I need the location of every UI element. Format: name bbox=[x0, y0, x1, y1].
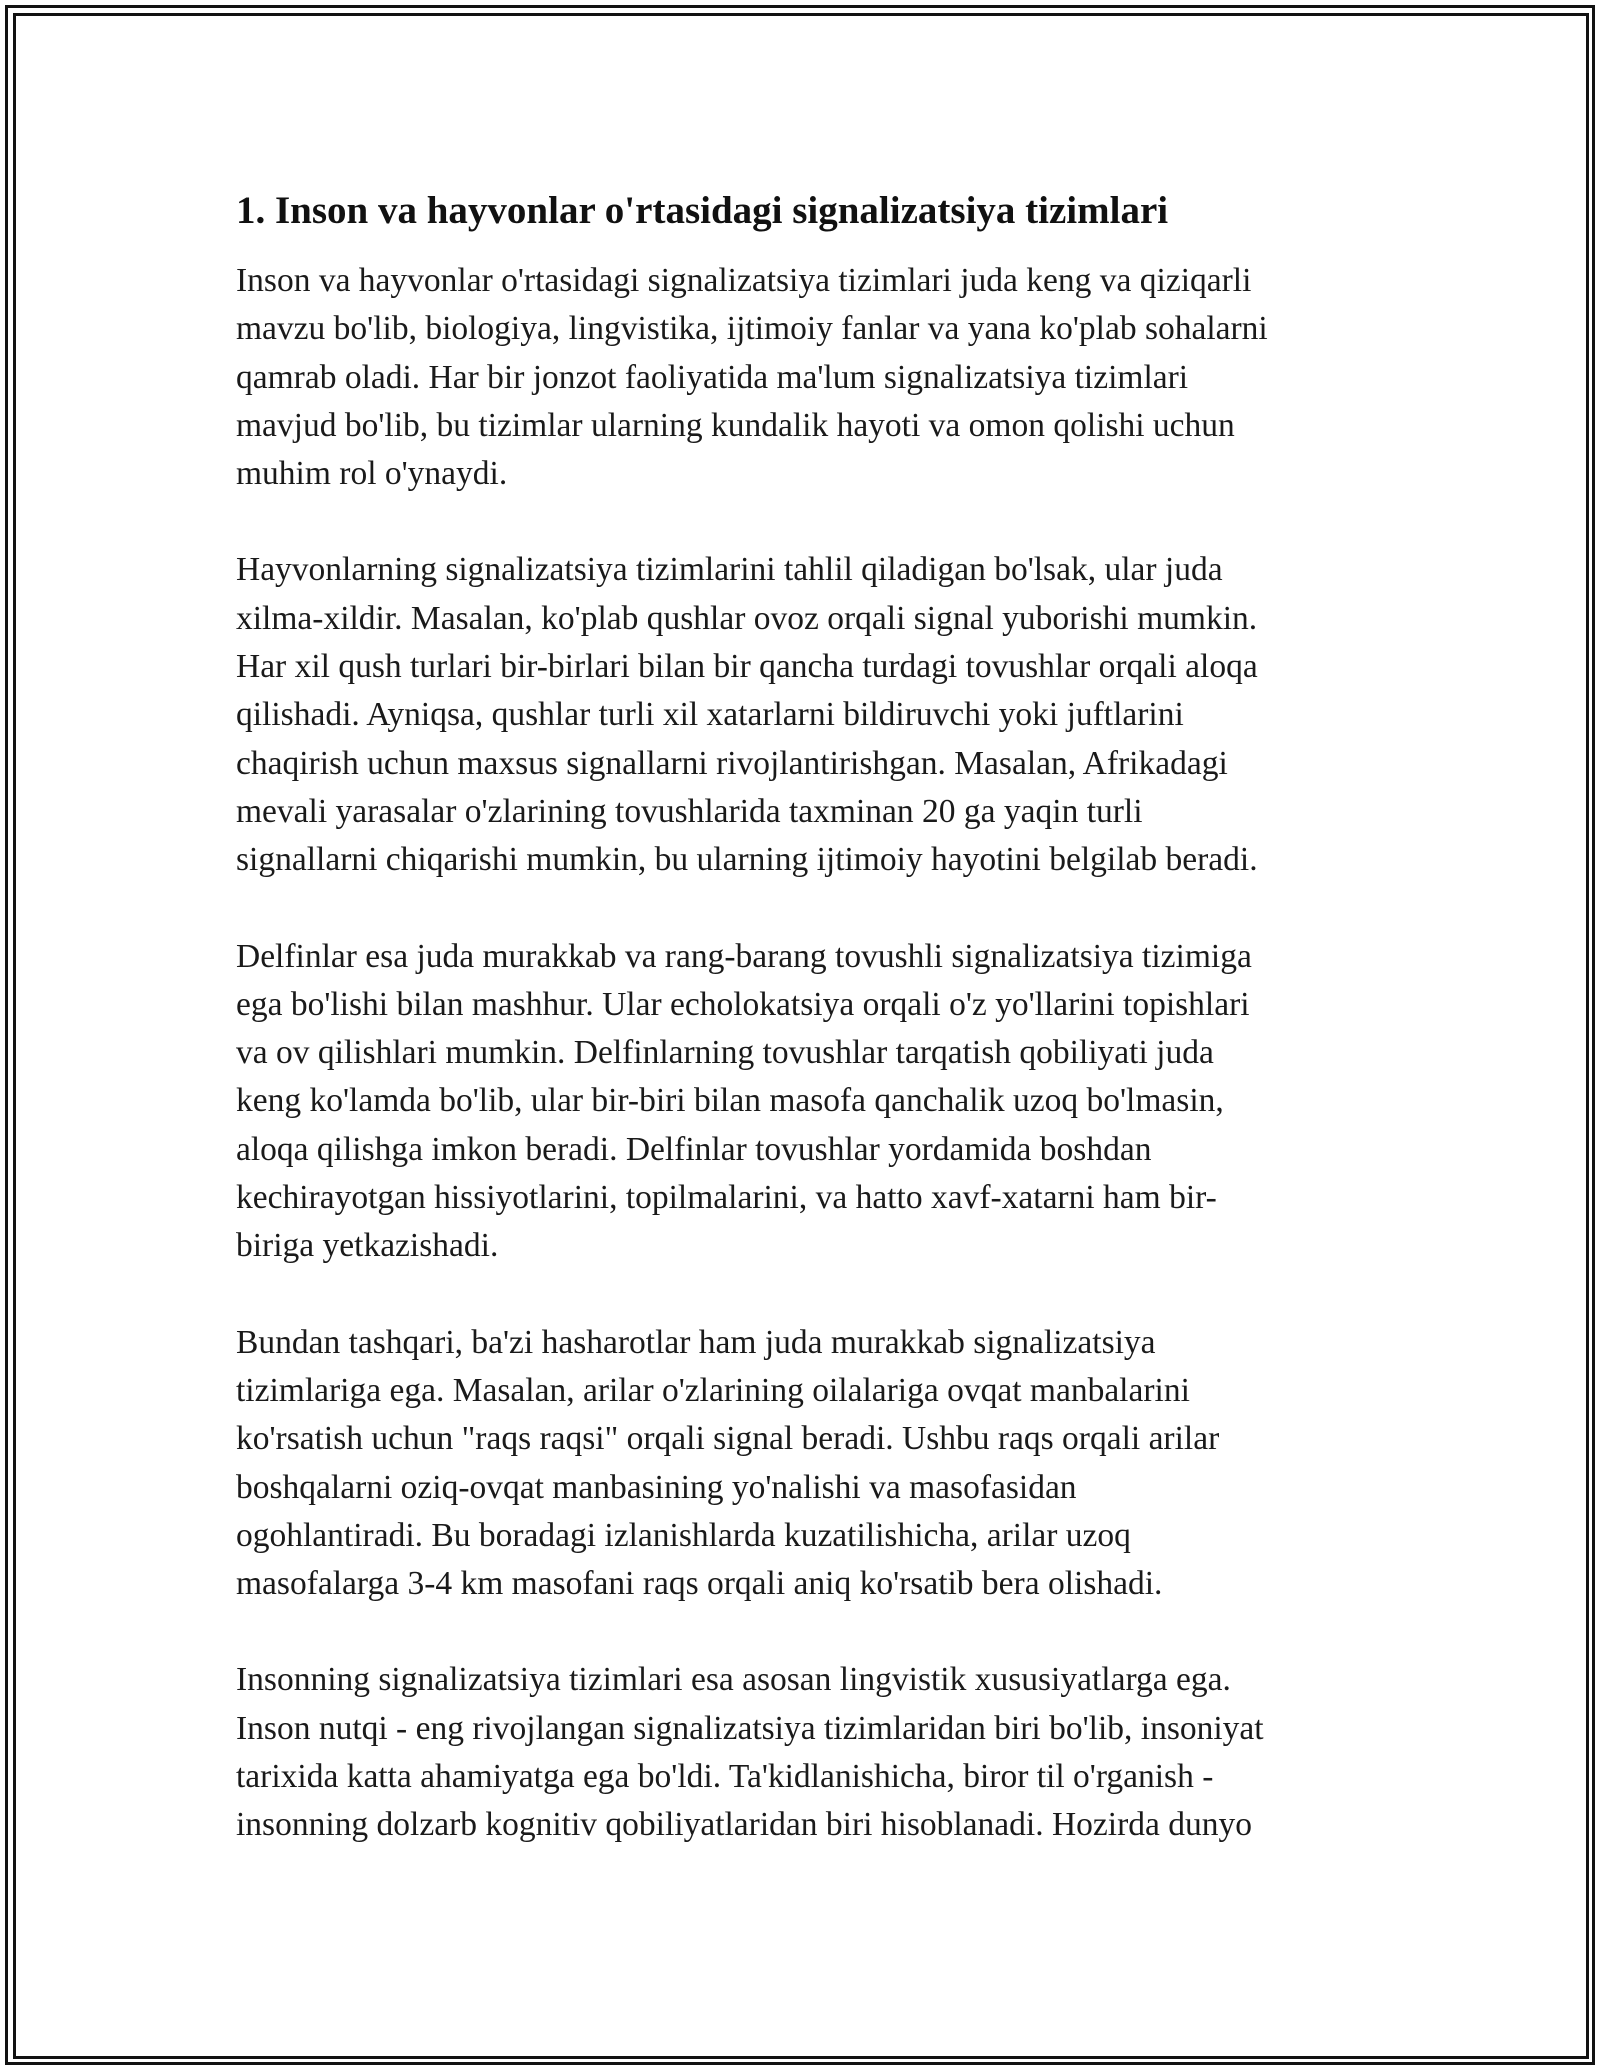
text-line: mavjud bo'lib, bu tizimlar ularning kundalik hayoti va omon qolishi uchun bbox=[236, 406, 1235, 444]
paragraph-intro bbox=[236, 257, 1386, 498]
text-line: tarixida katta ahamiyatga ega bo'ldi. Ta'kidlanishicha, biror til o'rganish - bbox=[236, 1758, 1214, 1796]
text-line: qilishadi. Ayniqsa, qushlar turli xil xatarlarni bildiruvchi yoki juftlarini bbox=[236, 696, 1184, 734]
paragraph-dolphins bbox=[236, 933, 1386, 1271]
text-line: muhim rol o'ynaydi. bbox=[236, 455, 508, 493]
text-line: qamrab oladi. Har bir jonzot faoliyatida ma'lum signalizatsiya tizimlari bbox=[236, 358, 1189, 396]
text-line: aloqa qilishga imkon beradi. Delfinlar tovushlar yordamida boshdan bbox=[236, 1130, 1152, 1168]
text-line: tizimlariga ega. Masalan, arilar o'zlarining oilalariga ovqat manbalarini bbox=[236, 1371, 1190, 1409]
text-line: Hayvonlarning signalizatsiya tizimlarini tahlil qiladigan bo'lsak, ular juda bbox=[236, 551, 1223, 589]
text-line: mavzu bo'lib, biologiya, lingvistika, ijtimoiy fanlar va yana ko'plab sohalarni bbox=[236, 310, 1268, 348]
text-line: va ov qilishlari mumkin. Delfinlarning tovushlar tarqatish qobiliyati juda bbox=[236, 1034, 1214, 1072]
text-line: xilma-xildir. Masalan, ko'plab qushlar ovoz orqali signal yuborishi mumkin. bbox=[236, 599, 1258, 637]
text-line: boshqalarni oziq-ovqat manbasining yo'nalishi va masofasidan bbox=[236, 1468, 1077, 1506]
text-line: Inson nutqi - eng rivojlangan signalizatsiya tizimlaridan biri bo'lib, insoniyat bbox=[236, 1709, 1264, 1747]
document-body bbox=[236, 185, 1386, 1898]
text-line: Insonning signalizatsiya tizimlari esa asosan lingvistik xususiyatlarga ega. bbox=[236, 1661, 1231, 1699]
text-line: ega bo'lishi bilan mashhur. Ular echolokatsiya orqali o'z yo'llarini topishlari bbox=[236, 985, 1250, 1023]
text-line: mevali yarasalar o'zlarining tovushlarida taxminan 20 ga yaqin turli bbox=[236, 792, 1143, 830]
text-line: masofalarga 3-4 km masofani raqs orqali aniq ko'rsatib bera olishadi. bbox=[236, 1565, 1163, 1603]
text-line: Har xil qush turlari bir-birlari bilan bir qancha turdagi tovushlar orqali aloqa bbox=[236, 648, 1258, 686]
text-line: Bundan tashqari, ba'zi hasharotlar ham juda murakkab signalizatsiya bbox=[236, 1323, 1156, 1361]
paragraph-humans bbox=[236, 1656, 1386, 1849]
paragraph-insects bbox=[236, 1319, 1386, 1609]
text-line: ogohlantiradi. Bu boradagi izlanishlarda kuzatilishicha, arilar uzoq bbox=[236, 1516, 1131, 1554]
text-line: insonning dolzarb kognitiv qobiliyatlaridan biri hisoblanadi. Hozirda dunyo bbox=[236, 1806, 1252, 1844]
paragraph-animals bbox=[236, 546, 1386, 884]
section-heading: 1. Inson va hayvonlar o'rtasidagi signalizatsiya tizimlari bbox=[236, 189, 1169, 232]
text-line: biriga yetkazishadi. bbox=[236, 1227, 499, 1265]
text-line: Inson va hayvonlar o'rtasidagi signalizatsiya tizimlari juda keng va qiziqarli bbox=[236, 262, 1252, 299]
text-line: signallarni chiqarishi mumkin, bu ularning ijtimoiy hayotini belgilab beradi. bbox=[236, 841, 1258, 879]
text-line: Delfinlar esa juda murakkab va rang-barang tovushli signalizatsiya tizimiga bbox=[236, 937, 1252, 975]
text-line: chaqirish uchun maxsus signallarni rivojlantirishgan. Masalan, Afrikadagi bbox=[236, 744, 1228, 782]
text-line: ko'rsatish uchun "raqs raqsi" orqali signal beradi. Ushbu raqs orqali arilar bbox=[236, 1420, 1220, 1458]
text-line: kechirayotgan hissiyotlarini, topilmalarini, va hatto xavf-xatarni ham bir- bbox=[236, 1179, 1217, 1217]
text-line: keng ko'lamda bo'lib, ular bir-biri bilan masofa qanchalik uzoq bo'lmasin, bbox=[236, 1082, 1224, 1120]
